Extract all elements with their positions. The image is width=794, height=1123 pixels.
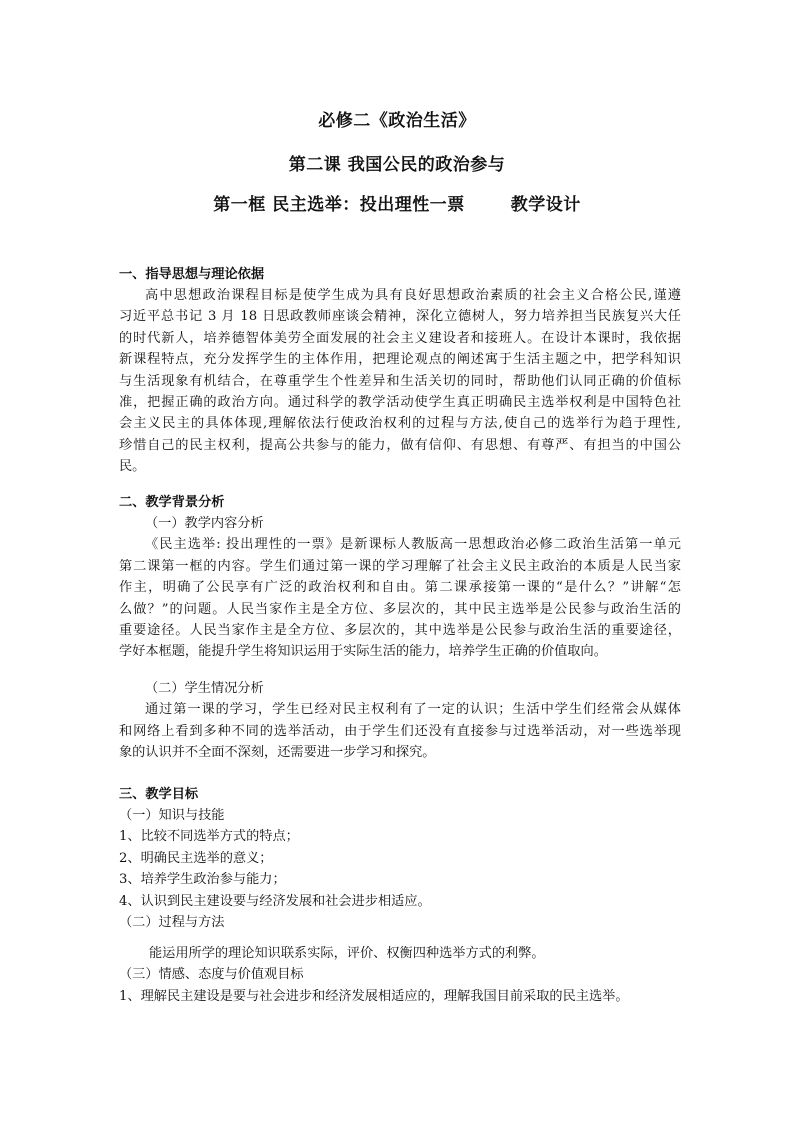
paragraph-line: 作主，明确了公民享有广泛的政治权利和自由。第二课承接第一课的“是什么？”讲解“怎 — [119, 580, 681, 596]
paragraph-line: 第二课第一框的内容。学生们通过第一课的学习理解了社会主义民主政治的本质是人民当家 — [119, 558, 681, 574]
subheading: （一）知识与技能 — [119, 808, 225, 823]
paragraph-line: 象的认识并不全面不深刻，还需要进一步学习和探究。 — [119, 745, 436, 761]
paragraph-line: 准，把握正确的政治方向。通过科学的教学活动使学生真正明确民主选举权利是中国特色社 — [119, 394, 681, 410]
section-teaching-background — [119, 492, 681, 663]
section-process-methods — [119, 943, 681, 1007]
list-item: 2、明确民主选举的意义； — [119, 850, 273, 866]
section-student-analysis — [119, 678, 681, 764]
section-title-suffix: 教学设计 — [510, 195, 581, 215]
subheading: （三）情感、态度与价值观目标 — [119, 967, 304, 983]
paragraph-line: 和网络上看到多种不同的选举活动，由于学生们还没有直接参与过选举活动，对一些选举现 — [119, 723, 681, 739]
paragraph-line: 的时代新人，培养德智体美劳全面发展的社会主义建设者和接班人。在设计本课时，我依据 — [119, 330, 681, 346]
paragraph-line: 会主义民主的具体体现,理解依法行使政治权利的过程与方法,使自己的选举行为趋于理性, — [119, 416, 681, 432]
paragraph-line: 新课程特点，充分发挥学生的主体作用，把理论观点的阐述寓于生活主题之中，把学科知识 — [119, 352, 681, 368]
paragraph-line: 能运用所学的理论知识联系实际，评价、权衡四种选举方式的利弊。 — [149, 946, 545, 961]
paragraph-line: 与生活现象有机结合，在尊重学生个性差异和生活关切的同时，帮助他们认同正确的价值标 — [119, 373, 681, 389]
paragraph-line: 珍惜自己的民主权利，提高公共参与的能力，做有信仰、有思想、有尊严、有担当的中国公 — [119, 437, 681, 453]
paragraph-line: 重要途径。人民当家作主是全方位、多层次的，其中选举是公民参与政治生活的重要途径， — [119, 622, 681, 638]
section-heading: 二、教学背景分析 — [119, 495, 225, 510]
section-teaching-goals — [119, 784, 681, 933]
paragraph-line: 民。 — [119, 459, 146, 475]
subheading: （二）学生情况分析 — [145, 681, 264, 696]
list-item: 4、认识到民主建设要与经济发展和社会进步相适应。 — [119, 893, 431, 909]
paragraph-line: 么做？”的问题。人民当家作主是全方位、多层次的，其中民主选举是公民参与政治生活的 — [119, 601, 681, 617]
paragraph-line: 习近平总书记 3 月 18 日思政教师座谈会精神，深化立德树人，努力培养担当民族复兴大任 — [119, 309, 681, 325]
section-title-main: 第一框 民主选举：投出理性一票 — [213, 195, 465, 215]
paragraph-line: 《民主选举: 投出理性的一票》是新课标人教版高一思想政治必修二政治生活第一单元 — [145, 537, 681, 553]
section-title — [0, 190, 794, 215]
paragraph-line: 高中思想政治课程目标是使学生成为具有良好思想政治素质的社会主义合格公民,谨遵 — [145, 288, 681, 303]
lesson-title: 第二课 我国公民的政治参与 — [288, 155, 506, 175]
list-item: 1、理解民主建设是要与社会进步和经济发展相适应的，理解我国目前采取的民主选举。 — [119, 988, 629, 1004]
list-item: 1、比较不同选举方式的特点； — [119, 829, 299, 845]
section-guiding-ideology — [119, 264, 681, 478]
section-heading: 一、指导思想与理论依据 — [119, 267, 265, 282]
section-heading: 三、教学目标 — [119, 787, 199, 802]
list-item: 3、培养学生政治参与能力； — [119, 872, 286, 888]
subheading: （二）过程与方法 — [119, 914, 225, 930]
subheading: （一）教学内容分析 — [145, 516, 264, 531]
paragraph-line: 通过第一课的学习，学生已经对民主权利有了一定的认识；生活中学生们经常会从媒体 — [145, 702, 681, 718]
document-title: 必修二《政治生活》 — [318, 111, 476, 131]
paragraph-line: 学好本框题，能提升学生将知识运用于实际生活的能力，培养学生正确的价值取向。 — [119, 644, 607, 660]
